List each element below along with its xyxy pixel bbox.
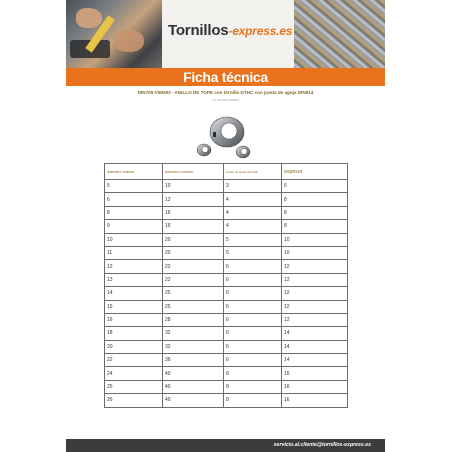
table-row (105, 354, 348, 367)
table-cell: 20 (105, 340, 163, 353)
table-cell: 32 (163, 327, 224, 340)
table-cell: 12 (105, 260, 163, 273)
table-cell: 16 (282, 394, 348, 407)
table-row (105, 313, 348, 326)
table-cell: 16 (163, 220, 224, 233)
table-cell: 6 (282, 180, 348, 193)
table-cell: 25 (163, 300, 224, 313)
table-cell: 8 (105, 206, 163, 219)
table-cell: 36 (163, 354, 224, 367)
header-thickness: espesor (282, 164, 348, 180)
table-cell: 22 (105, 354, 163, 367)
table-row (105, 220, 348, 233)
table-cell: 25 (105, 380, 163, 393)
table-row (105, 340, 348, 353)
table-cell: 4 (224, 193, 282, 206)
table-row (105, 180, 348, 193)
table-cell: 3 (224, 180, 282, 193)
table-cell: 4 (224, 220, 282, 233)
table-cell: 6 (105, 193, 163, 206)
table-cell: 8 (224, 380, 282, 393)
table-cell: 40 (163, 394, 224, 407)
table-cell: 9 (105, 220, 163, 233)
table-cell: 18 (105, 327, 163, 340)
table-cell: 40 (163, 380, 224, 393)
document-title: DIN705-V58293 - ANILLO DE TOPE con tornillo DTHC con punta de aguja DIN914 (137, 90, 314, 95)
logo-main-text: Tornillos (168, 22, 229, 39)
table-cell: 12 (282, 287, 348, 300)
table-cell: 14 (282, 354, 348, 367)
table-row (105, 394, 348, 407)
table-cell: 12 (163, 193, 224, 206)
table-cell: 13 (105, 273, 163, 286)
table-cell: 4 (224, 206, 282, 219)
table-cell: 16 (282, 367, 348, 380)
table-cell: 12 (282, 300, 348, 313)
table-cell: 5 (224, 233, 282, 246)
table-cell: 22 (163, 273, 224, 286)
table-cell: 20 (163, 246, 224, 259)
table-cell: 8 (224, 367, 282, 380)
table-row (105, 260, 348, 273)
table-cell: 10 (282, 246, 348, 259)
document-code: ref: DIN705-V58293 (212, 98, 239, 102)
table-row (105, 206, 348, 219)
table-header-row (105, 164, 348, 180)
table-cell: 8 (282, 193, 348, 206)
table-cell: 14 (282, 327, 348, 340)
table-cell: 15 (105, 300, 163, 313)
table-cell: 11 (105, 246, 163, 259)
table-cell: 28 (163, 313, 224, 326)
table-cell: 24 (105, 367, 163, 380)
table-row (105, 300, 348, 313)
table-cell: 26 (105, 394, 163, 407)
table-cell: 14 (105, 287, 163, 300)
table-cell: 25 (163, 287, 224, 300)
table-cell: 12 (282, 260, 348, 273)
footer-bar (66, 439, 385, 452)
table-cell: 12 (282, 313, 348, 326)
table-cell: 20 (163, 233, 224, 246)
header-banner (66, 0, 385, 68)
header-inner-diameter: diámetro interior (105, 164, 163, 180)
table-cell: 16 (105, 313, 163, 326)
table-cell: 6 (224, 340, 282, 353)
table-row (105, 233, 348, 246)
table-cell: 8 (224, 394, 282, 407)
table-cell: 6 (224, 327, 282, 340)
specs-table (104, 163, 348, 408)
table-cell: 8 (282, 220, 348, 233)
table-cell: 10 (282, 233, 348, 246)
spec-sheet-page (66, 0, 385, 452)
table-row (105, 193, 348, 206)
header-outer-diameter: diámetro exterior (163, 164, 224, 180)
table-cell: 5 (105, 180, 163, 193)
section-title: Ficha técnica (183, 69, 268, 85)
tools-photo (66, 0, 162, 68)
brand-logo[interactable] (162, 0, 294, 68)
table-cell: 16 (282, 380, 348, 393)
table-cell: 16 (163, 206, 224, 219)
table-cell: 6 (224, 354, 282, 367)
table-cell: 10 (163, 180, 224, 193)
table-row (105, 273, 348, 286)
contact-email[interactable]: servicio.al.cliente@tornillos-express.es (273, 442, 371, 448)
table-cell: 32 (163, 340, 224, 353)
logo-sub-text: -express.es (228, 24, 293, 38)
table-cell: 6 (224, 273, 282, 286)
table-cell: 6 (224, 260, 282, 273)
table-row (105, 246, 348, 259)
table-cell: 6 (224, 287, 282, 300)
table-row (105, 367, 348, 380)
table-row (105, 327, 348, 340)
table-cell: 5 (224, 246, 282, 259)
header-adjust-screw: tornillo de ajuste del anillo (224, 164, 282, 180)
table-row (105, 287, 348, 300)
table-cell: 14 (282, 340, 348, 353)
table-row (105, 380, 348, 393)
table-cell: 6 (224, 300, 282, 313)
table-cell: 10 (105, 233, 163, 246)
table-cell: 12 (282, 273, 348, 286)
table-cell: 6 (224, 313, 282, 326)
table-cell: 8 (282, 206, 348, 219)
table-cell: 40 (163, 367, 224, 380)
table-cell: 22 (163, 260, 224, 273)
stop-collar-image (193, 112, 257, 162)
screws-photo (294, 0, 385, 68)
